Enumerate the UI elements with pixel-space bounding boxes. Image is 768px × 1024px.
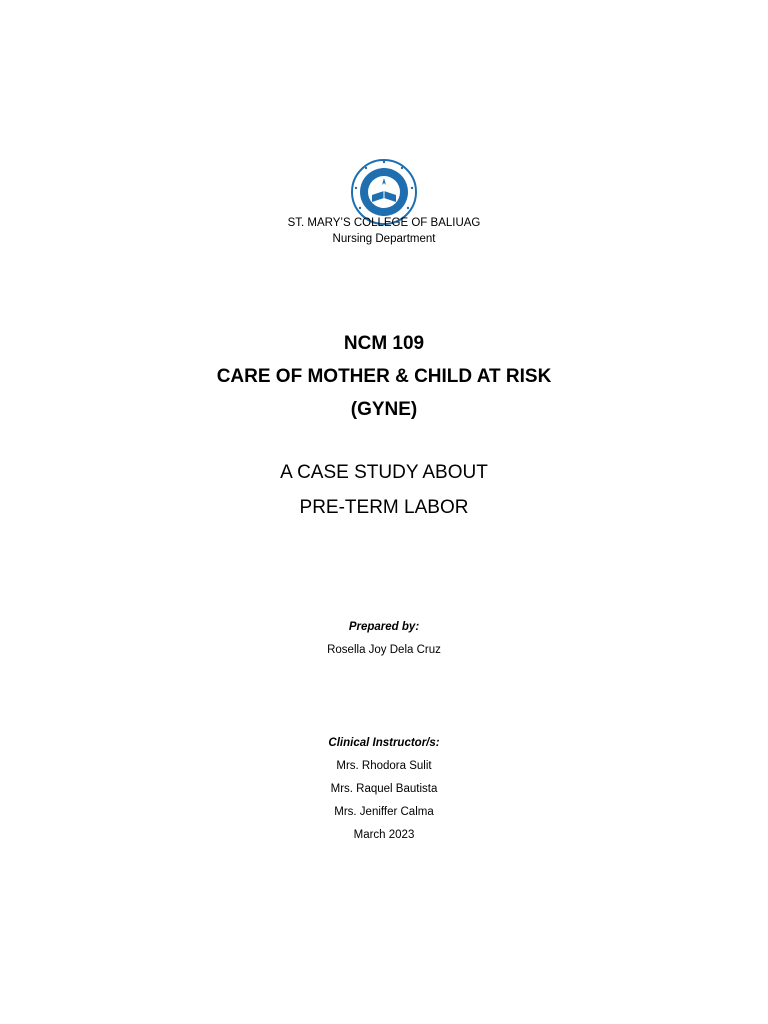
college-seal-logo [350, 158, 418, 226]
clinical-instructors-label: Clinical Instructor/s: [328, 737, 440, 749]
document-date: March 2023 [353, 829, 415, 841]
prepared-by-name: Rosella Joy Dela Cruz [327, 644, 441, 656]
instructor-name: Mrs. Rhodora Sulit [336, 760, 432, 772]
department-name: Nursing Department [332, 233, 436, 245]
instructor-name: Mrs. Jeniffer Calma [334, 806, 434, 818]
course-subtitle: (GYNE) [350, 399, 418, 420]
prepared-by-label: Prepared by: [348, 621, 420, 633]
case-study-title-line1: A CASE STUDY ABOUT [280, 462, 488, 483]
instructor-name: Mrs. Raquel Bautista [330, 783, 438, 795]
school-name: ST. MARY’S COLLEGE OF BALIUAG [287, 217, 481, 229]
course-code: NCM 109 [343, 333, 425, 354]
case-study-title-line2: PRE-TERM LABOR [299, 497, 469, 518]
course-title: CARE OF MOTHER & CHILD AT RISK [216, 366, 552, 387]
